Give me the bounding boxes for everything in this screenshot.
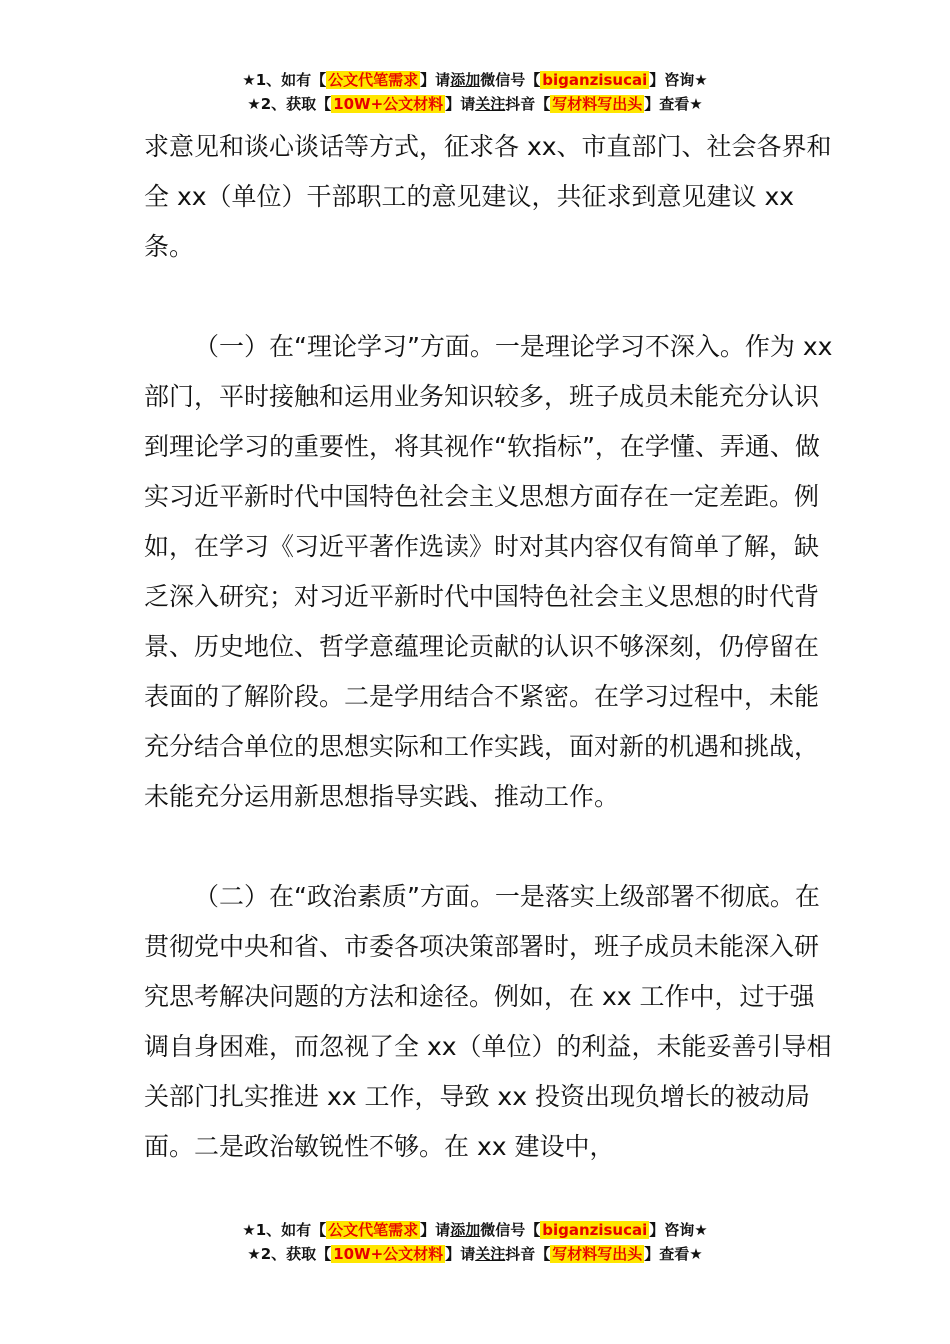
banner-text: 】咨询★ xyxy=(649,1221,708,1239)
banner-line-1 xyxy=(0,1218,950,1242)
banner-text: ★1、如有【 xyxy=(242,1221,327,1239)
banner-text: ★2、获取【 xyxy=(247,95,332,113)
header-banner xyxy=(0,68,950,116)
section-1-paragraph: （一）在“理论学习”方面。一是理论学习不深入。作为 xx 部门，平时接触和运用业务知识较多，班子成员未能充分认识到理论学习的重要性，将其视作“软指标”，在学懂、弄通、做实习近平新时代中国特色社会主义思想方面存在一定差距。例如，在学习《习近平著作选读》时对其内容仅有简单了解，缺乏深入研究；对习近平新时代中国特色社会主义思想的时代背景、历史地位、哲学意蕴理论贡献的认识不够深刻，仍停留在表面的了解阶段。二是学用结合不紧密。在学习过程中，未能充分结合单位的思想实际和工作实践，面对新的机遇和挑战，未能充分运用新思想指导实践、推动工作。 xyxy=(144,332,833,811)
banner-text: 】请 xyxy=(445,95,476,113)
banner-highlight: 10W+公文材料 xyxy=(333,95,444,113)
banner-highlight: 写材料写出头 xyxy=(552,1245,643,1263)
banner-text: 微信号【 xyxy=(480,71,541,89)
banner-text: ★1、如有【 xyxy=(242,71,327,89)
document-body xyxy=(144,122,834,1172)
banner-line-1 xyxy=(0,68,950,92)
banner-text: 】咨询★ xyxy=(649,71,708,89)
section-2-paragraph: （二）在“政治素质”方面。一是落实上级部署不彻底。在贯彻党中央和省、市委各项决策部署时，班子成员未能深入研究思考解决问题的方法和途径。例如，在 xx 工作中，过于强调自身困难，而忽视了全 xx（单位）的利益，未能妥善引导相关部门扎实推进 xx 工作，导致 xx 投资出现负增长的被动局面。二是政治敏锐性不够。在 xx 建设中， xyxy=(144,882,832,1161)
banner-text: 】请 xyxy=(420,71,451,89)
banner-text: 】查看★ xyxy=(644,1245,703,1263)
banner-line-2 xyxy=(0,92,950,116)
banner-text: 】查看★ xyxy=(644,95,703,113)
intro-paragraph: 求意见和谈心谈话等方式，征求各 xx、市直部门、社会各界和全 xx（单位）干部职工的意见建议，共征求到意见建议 xx 条。 xyxy=(144,132,832,261)
banner-highlight: biganzisucai xyxy=(542,71,648,89)
banner-underlined-text: 添加 xyxy=(450,1221,481,1239)
paragraph-spacer xyxy=(144,822,834,872)
banner-highlight: 公文代笔需求 xyxy=(328,71,419,89)
banner-highlight: 公文代笔需求 xyxy=(328,1221,419,1239)
banner-text: 】请 xyxy=(445,1245,476,1263)
banner-highlight: 写材料写出头 xyxy=(552,95,643,113)
banner-line-2 xyxy=(0,1242,950,1266)
banner-text: 微信号【 xyxy=(480,1221,541,1239)
banner-underlined-text: 添加 xyxy=(450,71,481,89)
banner-highlight: biganzisucai xyxy=(542,1221,648,1239)
paragraph-spacer xyxy=(144,272,834,322)
banner-highlight: 10W+公文材料 xyxy=(333,1245,444,1263)
banner-text: ★2、获取【 xyxy=(247,1245,332,1263)
banner-underlined-text: 关注 xyxy=(475,1245,506,1263)
banner-text: 】请 xyxy=(420,1221,451,1239)
banner-text: 抖音【 xyxy=(505,1245,551,1263)
footer-banner xyxy=(0,1218,950,1266)
banner-underlined-text: 关注 xyxy=(475,95,506,113)
banner-text: 抖音【 xyxy=(505,95,551,113)
